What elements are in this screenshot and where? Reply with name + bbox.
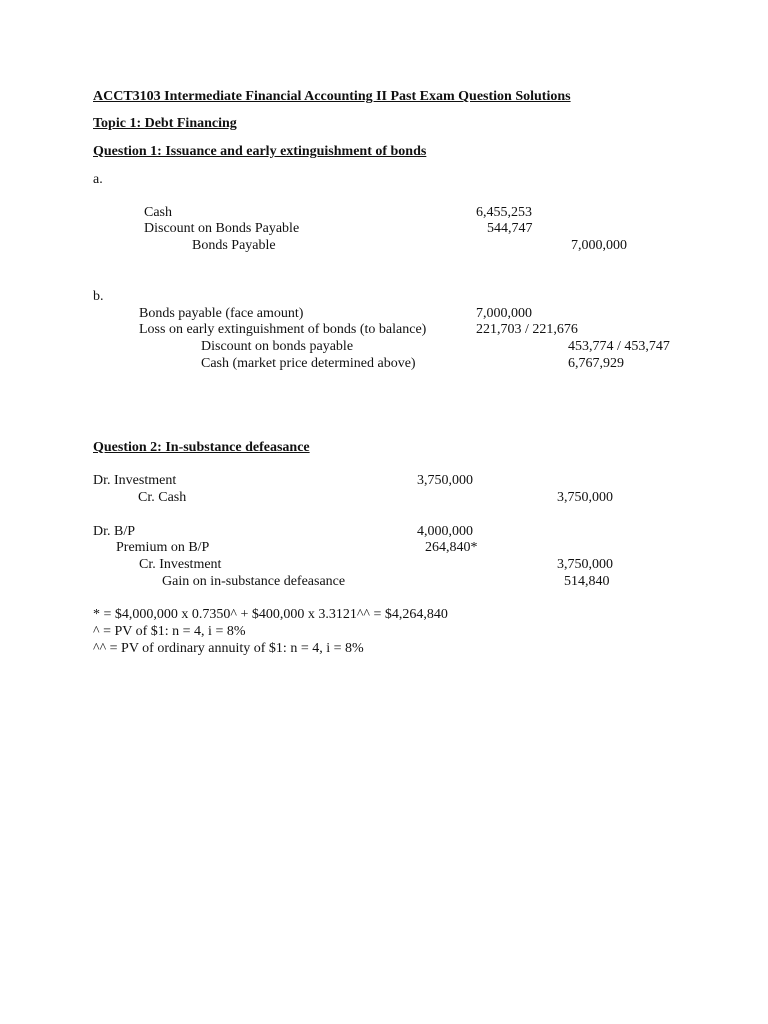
topic-heading: Topic 1: Debt Financing <box>93 116 237 131</box>
q2-note-calculation: * = $4,000,000 x 0.7350^ + $400,000 x 3.3121^^ = $4,264,840 <box>93 607 448 622</box>
q2-e1-row1-account: Dr. Investment <box>93 473 177 488</box>
part-a-label: a. <box>93 172 103 187</box>
q2-e2-row2-account: Premium on B/P <box>116 540 210 555</box>
q1a-row2-debit: 544,747 <box>487 221 533 236</box>
q2-note-pv-single: ^ = PV of $1: n = 4, i = 8% <box>93 624 246 639</box>
document-title: ACCT3103 Intermediate Financial Accounting II Past Exam Question Solutions <box>93 89 571 104</box>
q2-e2-row2-debit: 264,840* <box>425 540 478 555</box>
q1b-row1-account: Bonds payable (face amount) <box>139 306 304 321</box>
question2-heading: Question 2: In-substance defeasance <box>93 440 310 455</box>
question1-heading: Question 1: Issuance and early extinguishment of bonds <box>93 144 427 159</box>
q2-e1-row2-account: Cr. Cash <box>138 490 187 505</box>
q1a-row2-account: Discount on Bonds Payable <box>144 221 300 236</box>
q2-e2-row4-account: Gain on in-substance defeasance <box>162 574 346 589</box>
q1a-row1-account: Cash <box>144 205 172 220</box>
q1b-row1-debit: 7,000,000 <box>476 306 532 321</box>
q2-e2-row3-account: Cr. Investment <box>139 557 222 572</box>
q1b-row2-account: Loss on early extinguishment of bonds (to balance) <box>139 322 427 337</box>
q1b-row3-credit: 453,774 / 453,747 <box>568 339 670 354</box>
q2-e2-row1-account: Dr. B/P <box>93 524 136 539</box>
q1b-row4-account: Cash (market price determined above) <box>201 356 416 371</box>
q1b-row3-account: Discount on bonds payable <box>201 339 354 354</box>
q1a-row1-debit: 6,455,253 <box>476 205 532 220</box>
q2-e1-row2-credit: 3,750,000 <box>557 490 613 505</box>
q2-note-pv-annuity: ^^ = PV of ordinary annuity of $1: n = 4, i = 8% <box>93 641 364 656</box>
q2-e2-row3-credit: 3,750,000 <box>557 557 613 572</box>
q2-e2-row4-credit: 514,840 <box>564 574 610 589</box>
q1b-row4-credit: 6,767,929 <box>568 356 624 371</box>
q1a-row3-credit: 7,000,000 <box>571 238 627 253</box>
q2-e1-row1-debit: 3,750,000 <box>417 473 473 488</box>
q1b-row2-debit: 221,703 / 221,676 <box>476 322 578 337</box>
part-b-label: b. <box>93 289 104 304</box>
q2-e2-row1-debit: 4,000,000 <box>417 524 473 539</box>
q1a-row3-account: Bonds Payable <box>192 238 276 253</box>
